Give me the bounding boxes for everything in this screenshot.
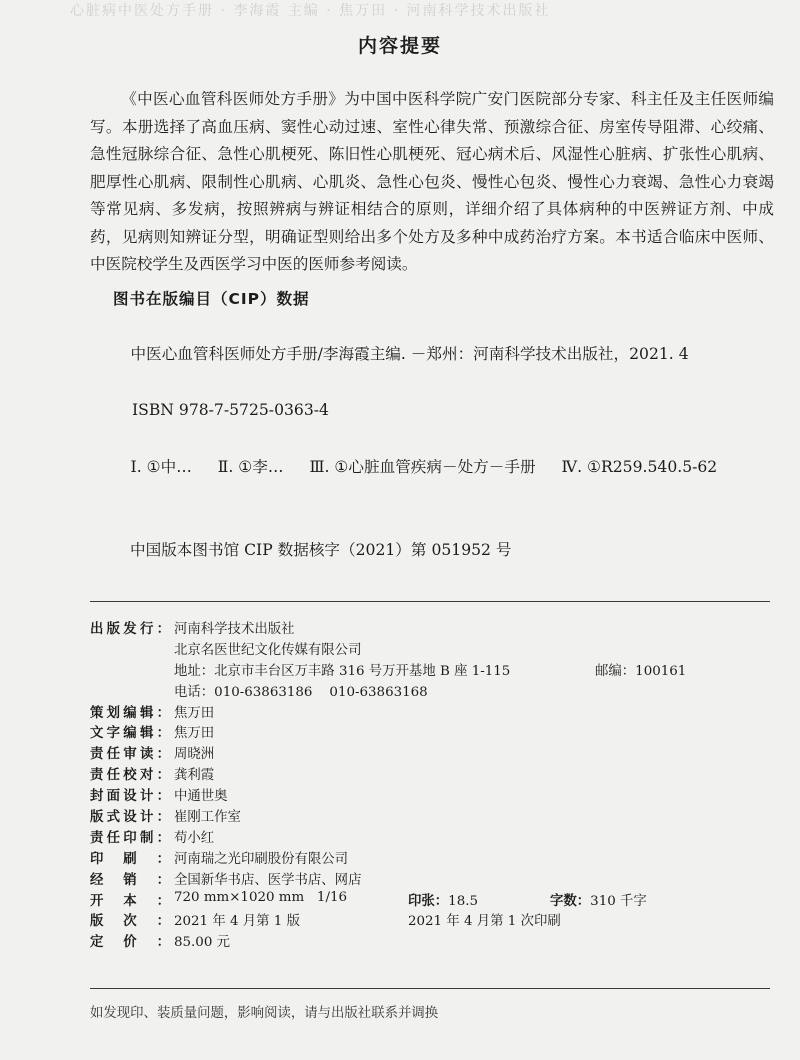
phone-row — [90, 681, 770, 702]
co-publisher-row — [90, 639, 770, 660]
edition-label: 版次： — [90, 914, 170, 930]
staff-row — [90, 827, 770, 848]
staff-value: 焦万田 — [174, 705, 215, 721]
cip-isbn: ISBN 978-7-5725-0363-4 — [132, 401, 329, 419]
staff-value: 周晓洲 — [174, 747, 215, 763]
staff-label: 文字编辑： — [90, 726, 170, 742]
staff-label: 责任审读： — [90, 747, 170, 763]
staff-label: 责任印制： — [90, 830, 170, 846]
staff-row — [90, 702, 770, 723]
staff-row — [90, 785, 770, 806]
staff-label: 责任校对： — [90, 768, 170, 784]
price-value: 85.00 元 — [174, 935, 230, 951]
staff-label: 版式设计： — [90, 810, 170, 826]
publisher-label: 出版发行： — [90, 622, 170, 637]
publisher-row — [90, 618, 770, 639]
phone-label: 电话： — [174, 684, 215, 700]
page-title: 内容提要 — [357, 35, 442, 57]
staff-row — [90, 806, 770, 827]
cip-heading: 图书在版编目（CIP）数据 — [113, 290, 310, 308]
cip-class-1: Ⅰ. ①中… — [130, 458, 192, 476]
phone-value: 010-63863186 010-63863168 — [214, 684, 428, 700]
postcode-value: 100161 — [635, 663, 687, 679]
staff-value: 龚利霞 — [174, 768, 215, 784]
format-row — [90, 890, 770, 911]
words-value: 310 千字 — [590, 893, 647, 909]
previous-page-bleed: 心脏病中医处方手册 · 李海霞 主编 · 焦万田 · 河南科学技术出版社 — [70, 3, 551, 18]
cip-verification: 中国版本图书馆 CIP 数据核字（2021）第 051952 号 — [130, 541, 512, 559]
format-value: 720 mm×1020 mm 1/16 — [174, 889, 347, 905]
cip-class-4: Ⅳ. ①R259.540.5-62 — [561, 458, 718, 476]
quality-notice: 如发现印、装质量问题，影响阅读，请与出版社联系并调换 — [90, 1006, 439, 1021]
staff-row — [90, 743, 770, 764]
staff-value: 苟小红 — [174, 830, 215, 846]
publishing-info — [90, 618, 770, 952]
address-label: 地址： — [174, 663, 215, 679]
sheets-value: 18.5 — [448, 893, 478, 909]
staff-label: 策划编辑： — [90, 705, 170, 721]
staff-list — [90, 702, 770, 848]
divider-top — [90, 601, 770, 602]
address-value: 北京市丰台区万丰路 316 号万开基地 B 座 1-115 — [214, 663, 511, 679]
distributor-row — [90, 869, 770, 890]
divider-bottom — [90, 988, 770, 989]
postcode-label: 邮编： — [595, 663, 636, 679]
staff-row — [90, 764, 770, 785]
staff-value: 焦万田 — [174, 726, 215, 742]
words-label: 字数： — [550, 893, 591, 909]
staff-label: 封面设计： — [90, 789, 170, 805]
sheets-label: 印张： — [408, 893, 449, 909]
distributor-value: 全国新华书店、医学书店、网店 — [174, 872, 362, 888]
edition-row — [90, 910, 770, 931]
edition-value: 2021 年 4 月第 1 版 — [174, 914, 300, 930]
printer-value: 河南瑞之光印刷股份有限公司 — [174, 851, 349, 867]
staff-value: 中通世奥 — [174, 789, 228, 805]
format-label: 开本： — [90, 893, 170, 909]
price-row — [90, 931, 770, 952]
publisher-value: 河南科学技术出版社 — [174, 622, 295, 637]
distributor-label: 经销： — [90, 872, 170, 888]
cip-class-3: Ⅲ. ①心脏血管疾病－处方－手册 — [309, 458, 536, 476]
printer-row — [90, 848, 770, 869]
printer-label: 印刷： — [90, 851, 170, 867]
price-label: 定价： — [90, 935, 170, 951]
content-summary: 《中医心血管科医师处方手册》为中国中医科学院广安门医院部分专家、科主任及主任医师编写。本册选择了高血压病、窦性心动过速、室性心律失常、预激综合征、房室传导阻滞、心绞痛、急性冠脉综合征、急性心肌梗死、陈旧性心肌梗死、冠心病术后、风湿性心脏病、扩张性心肌病、肥厚性心肌病、限制性心肌病、心肌炎、急性心包炎、慢性心包炎、慢性心力衰竭、急性心力衰竭等常见病、多发病，按照辨病与辨证相结合的原则，详细介绍了具体病种的中医辨证方剂、中成药，见病则知辨证分型，明确证型则给出多个处方及多种中成药治疗方案。本书适合临床中医师、中医院校学生及西医学习中医的医师参考阅读。 — [90, 90, 774, 273]
staff-value: 崔刚工作室 — [174, 810, 241, 826]
printing-value: 2021 年 4 月第 1 次印刷 — [408, 914, 561, 930]
staff-row — [90, 722, 770, 743]
cip-class-2: Ⅱ. ①李… — [217, 458, 284, 476]
address-row — [90, 660, 770, 681]
cip-entry: 中医心血管科医师处方手册/李海霞主编. －郑州：河南科学技术出版社，2021. 4 — [130, 345, 689, 363]
cip-classification — [90, 454, 770, 481]
co-publisher-value: 北京名医世纪文化传媒有限公司 — [174, 642, 362, 658]
